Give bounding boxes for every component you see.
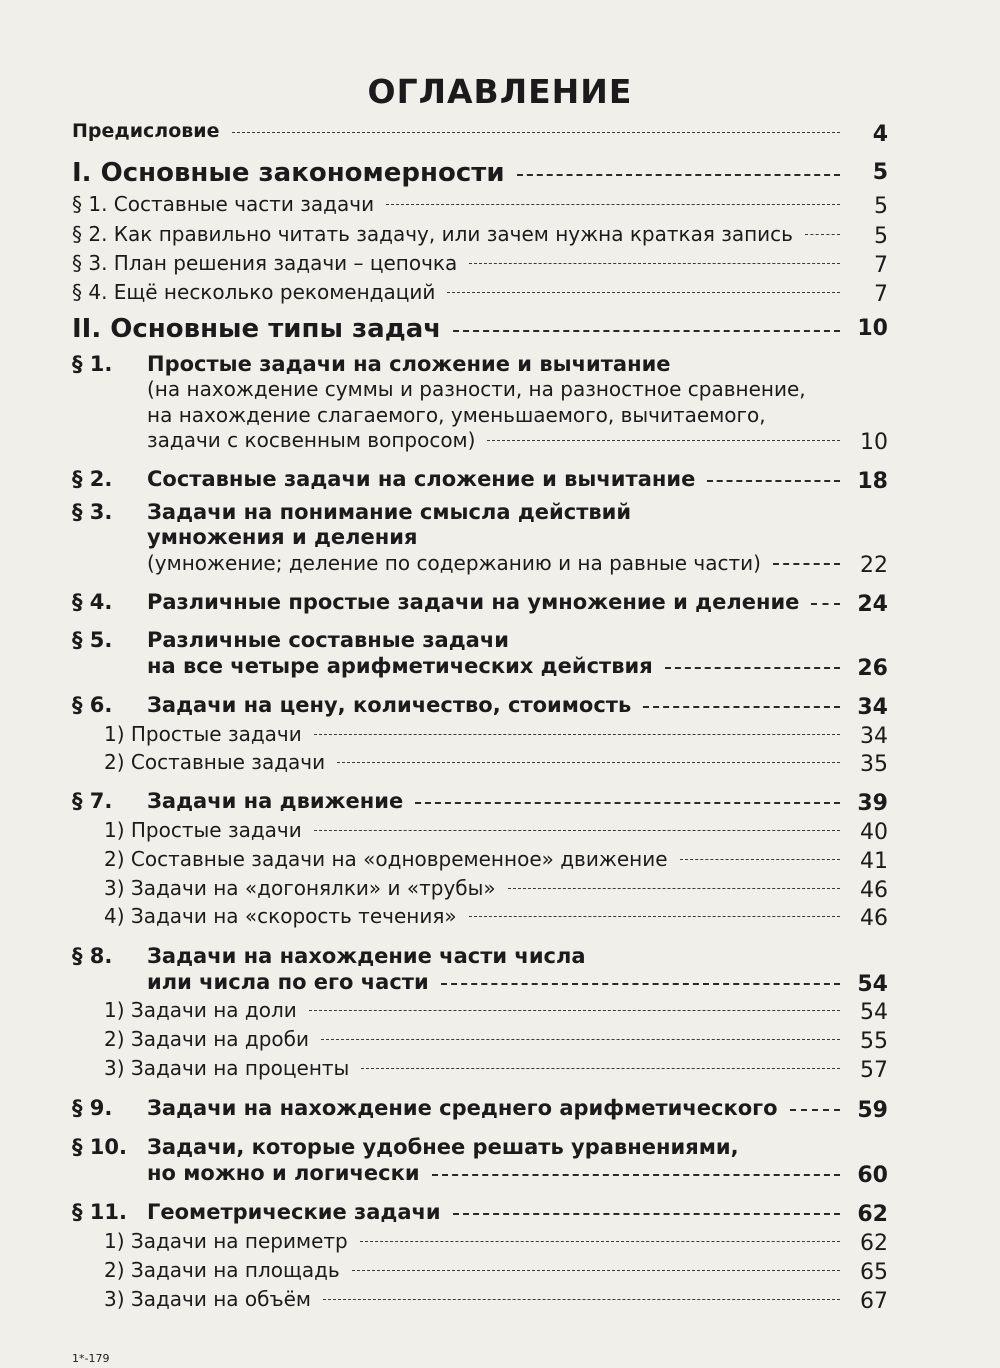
entry-title: (умножение; деление по содержанию и на равные части) [147,551,761,575]
entry-title: 2) Составные задачи на «одновременное» движение [104,847,668,871]
entry-title: I. Основные закономерности [72,158,505,188]
entry-title: § 1. Составные части задачи [72,192,375,216]
section-number: § 2. [72,467,113,491]
leader-dashes [432,1174,840,1176]
entry-title: Различные составные задачи [147,628,509,652]
toc-entry[interactable] [0,1135,1000,1164]
page-number: 54 [860,1000,888,1025]
toc-entry[interactable] [0,904,1000,932]
leader-dashes [773,563,840,565]
section-number: § 1. [72,352,113,376]
entry-title: 2) Составные задачи [104,750,326,774]
page-number: 34 [857,695,888,720]
toc-entry[interactable] [0,818,1000,846]
entry-title: Различные простые задачи на умножение и деление [147,590,800,614]
page-number: 54 [857,972,888,997]
toc-entry[interactable] [0,467,1000,496]
page-number: 62 [860,1231,888,1256]
entry-title: 4) Задачи на «скорость течения» [104,904,457,928]
section-number: § 7. [72,789,113,813]
page-number: 26 [857,656,888,681]
leader-dashes [321,1039,840,1040]
entry-title: 2) Задачи на площадь [104,1258,340,1282]
entry-title: Задачи на цену, количество, стоимость [147,693,632,717]
leader-dashes [487,440,840,441]
leader-dashes [337,762,840,763]
leader-dashes [352,1270,840,1271]
leader-dashes [361,1068,840,1069]
toc-entry[interactable] [0,403,1000,431]
section-number: § 9. [72,1096,113,1120]
toc-entry[interactable] [0,628,1000,657]
page-number: 46 [860,878,888,903]
toc-entry[interactable] [0,789,1000,818]
entry-title: 1) Простые задачи [104,722,302,746]
toc-entry[interactable] [0,120,1000,147]
page-number: 35 [860,752,888,777]
entry-title: 1) Задачи на периметр [104,1229,348,1253]
toc-entry[interactable] [0,1287,1000,1315]
entry-title: § 3. План решения задачи – цепочка [72,251,458,275]
toc-entry[interactable] [0,944,1000,973]
leader-dashes [805,234,840,235]
section-number: § 6. [72,693,113,717]
toc-entry[interactable] [0,590,1000,619]
toc-entry[interactable] [0,551,1000,579]
toc-entry[interactable] [0,722,1000,750]
toc-entry[interactable] [0,750,1000,778]
toc-entry[interactable] [0,525,1000,554]
toc-entry[interactable] [0,251,1000,279]
entry-title: на все четыре арифметических действия [147,654,653,678]
entry-title: Геометрические задачи [147,1200,441,1224]
leader-dashes [707,480,840,482]
page-number: 18 [857,469,888,494]
entry-title: Задачи на нахождение части числа [147,944,586,968]
leader-dashes [811,603,840,605]
leader-dashes [309,1010,840,1011]
entry-title: 2) Задачи на дроби [104,1027,309,1051]
leader-dashes [232,132,840,133]
leader-dashes [441,983,840,985]
toc-entry[interactable] [0,1229,1000,1257]
page-number: 5 [874,194,888,219]
page-number: 40 [860,820,888,845]
toc-entry[interactable] [0,970,1000,999]
toc-entry[interactable] [0,192,1000,220]
entry-title: Предисловие [72,120,220,142]
page-number: 39 [857,791,888,816]
leader-dashes [447,292,840,293]
entry-title: (на нахождение суммы и разности, на разностное сравнение, [147,377,806,401]
entry-title: умножения и деления [147,525,418,549]
page-number: 60 [857,1163,888,1188]
entry-title: 3) Задачи на «догонялки» и «трубы» [104,876,496,900]
entry-title: Задачи, которые удобнее решать уравнениями, [147,1135,739,1159]
entry-title: на нахождение слагаемого, уменьшаемого, вычитаемого, [147,403,766,427]
print-code: 1*-179 [72,1352,110,1365]
page-number: 46 [860,906,888,931]
page-number: 57 [860,1058,888,1083]
entry-title: 1) Задачи на доли [104,998,297,1022]
page-number: 34 [860,724,888,749]
entry-title: задачи с косвенным вопросом) [147,428,476,452]
toc-entry[interactable] [0,876,1000,904]
page-number: 5 [874,224,888,249]
page-title: ОГЛАВЛЕНИЕ [367,72,633,111]
entry-title: или числа по его части [147,970,429,994]
toc-entry[interactable] [0,654,1000,683]
page-number: 5 [872,160,888,185]
leader-dashes [323,1299,840,1300]
leader-dashes [469,263,840,264]
toc-entry[interactable] [0,847,1000,875]
toc-entry[interactable] [0,377,1000,405]
toc-entry[interactable] [0,693,1000,722]
toc-entry[interactable] [0,1027,1000,1055]
page-number: 24 [857,592,888,617]
leader-dashes [314,830,840,831]
entry-title: но можно и логически [147,1161,420,1185]
entry-title: Составные задачи на сложение и вычитание [147,467,696,491]
entry-title: Простые задачи на сложение и вычитание [147,352,671,376]
entry-title: Задачи на нахождение среднего арифметического [147,1096,778,1120]
page-number: 67 [860,1289,888,1314]
entry-title: 1) Простые задачи [104,818,302,842]
page-number: 41 [860,849,888,874]
page-number: 22 [860,553,888,578]
leader-dashes [415,802,840,804]
page-number: 4 [872,122,888,147]
toc-entry[interactable] [0,1161,1000,1190]
entry-title: II. Основные типы задач [72,314,442,344]
entry-title: § 4. Ещё несколько рекомендаций [72,280,436,304]
leader-dashes [680,859,840,860]
toc-entry[interactable] [0,998,1000,1026]
entry-title: Задачи на движение [147,789,404,813]
page-number: 55 [860,1029,888,1054]
page-number: 10 [860,430,888,455]
page-number: 59 [857,1098,888,1123]
page-number: 62 [857,1202,888,1227]
section-number: § 4. [72,590,113,614]
leader-dashes [314,734,840,735]
toc-entry[interactable] [0,158,1000,192]
page-number: 7 [874,282,888,307]
toc-entry[interactable] [0,1056,1000,1084]
toc-entry[interactable] [0,428,1000,456]
section-number: § 11. [72,1200,128,1224]
entry-title: § 2. Как правильно читать задачу, или зачем нужна краткая запись [72,222,793,246]
leader-dashes [360,1241,840,1242]
toc-entry[interactable] [0,1096,1000,1125]
leader-dashes [790,1109,840,1111]
page-number: 65 [860,1260,888,1285]
leader-dashes [517,174,840,176]
toc-entry[interactable] [0,1258,1000,1286]
entry-title: Задачи на понимание смысла действий [147,500,632,524]
toc-entry[interactable] [0,280,1000,308]
section-number: § 8. [72,944,113,968]
leader-dashes [453,330,840,332]
section-number: § 10. [72,1135,128,1159]
leader-dashes [386,204,840,205]
leader-dashes [469,916,840,917]
entry-title: 3) Задачи на объём [104,1287,312,1311]
section-number: § 3. [72,500,113,524]
leader-dashes [508,888,840,889]
entry-title: 3) Задачи на проценты [104,1056,350,1080]
section-number: § 5. [72,628,113,652]
toc-entry[interactable] [0,314,1000,348]
leader-dashes [453,1213,840,1215]
page-number: 7 [874,253,888,278]
toc-entry[interactable] [0,222,1000,250]
toc-entry[interactable] [0,1200,1000,1229]
leader-dashes [665,667,840,669]
page-number: 10 [857,316,888,341]
leader-dashes [643,706,840,708]
